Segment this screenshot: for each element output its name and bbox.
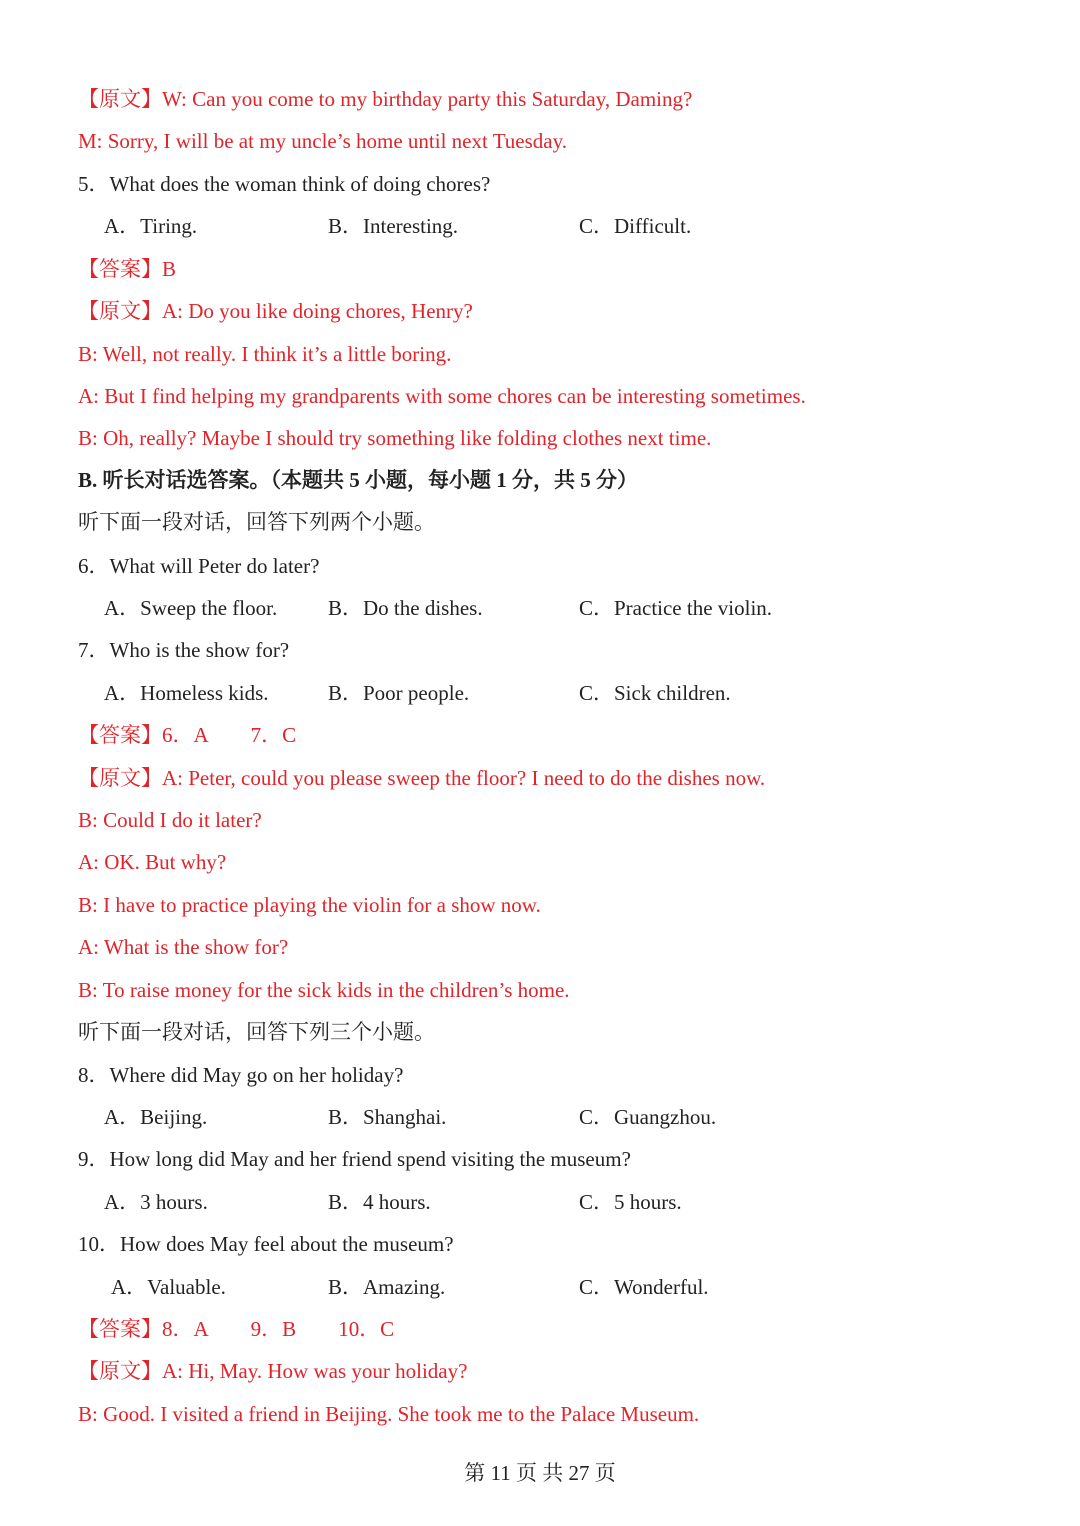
page-footer: 第 11 页 共 27 页: [464, 1461, 616, 1485]
transcript-line: B: To raise money for the sick kids in the children’s home.: [78, 978, 570, 1002]
option-a: A．Beijing.: [104, 1105, 208, 1129]
question-6: 6．What will Peter do later?: [78, 554, 320, 578]
option-b: B．4 hours.: [328, 1190, 431, 1214]
dialogue-intro: 听下面一段对话，回答下列两个小题。: [78, 510, 435, 534]
question-8: 8．Where did May go on her holiday?: [78, 1063, 404, 1087]
option-c: C．Guangzhou.: [579, 1105, 717, 1129]
option-a: A．Tiring.: [104, 214, 198, 238]
option-c: C．Wonderful.: [579, 1275, 709, 1299]
answer-label: [78, 1314, 394, 1344]
option-c: C．Practice the violin.: [579, 596, 773, 620]
option-b: B．Shanghai.: [328, 1105, 447, 1129]
transcript-line: A: What is the show for?: [78, 935, 289, 959]
option-a: A．3 hours.: [104, 1190, 208, 1214]
question-5: 5．What does the woman think of doing chores?: [78, 172, 491, 196]
answer-6: 【答案】6．A: [78, 723, 209, 747]
section-heading: B. 听长对话选答案。（本题共 5 小题，每小题 1 分，共 5 分）: [78, 468, 639, 492]
answer-8: 【答案】8．A: [78, 1317, 209, 1341]
transcript-line: A: OK. But why?: [78, 850, 227, 874]
question-10: 10．How does May feel about the museum?: [78, 1232, 454, 1256]
transcript-line: B: Could I do it later?: [78, 808, 262, 832]
option-c: C．5 hours.: [579, 1190, 682, 1214]
option-b: B．Do the dishes.: [328, 596, 483, 620]
option-b: B．Poor people.: [328, 681, 470, 705]
transcript-line: M: Sorry, I will be at my uncle’s home until next Tuesday.: [78, 129, 567, 153]
transcript-line: 【原文】A: Peter, could you please sweep the floor? I need to do the dishes now.: [78, 766, 766, 790]
option-c: C．Sick children.: [579, 681, 731, 705]
answer-10: 10．C: [338, 1317, 395, 1341]
answer-label: [78, 720, 296, 750]
option-c: C．Difficult.: [579, 214, 692, 238]
transcript-line: B: Oh, really? Maybe I should try something like folding clothes next time.: [78, 426, 712, 450]
question-7: 7．Who is the show for?: [78, 638, 290, 662]
transcript-line: 【原文】A: Hi, May. How was your holiday?: [78, 1359, 468, 1383]
dialogue-intro: 听下面一段对话，回答下列三个小题。: [78, 1020, 435, 1044]
question-9: 9．How long did May and her friend spend visiting the museum?: [78, 1147, 631, 1171]
option-a: A．Sweep the floor.: [104, 596, 278, 620]
transcript-line: B: Good. I visited a friend in Beijing. She took me to the Palace Museum.: [78, 1402, 700, 1426]
answer-label: 【答案】B: [78, 257, 177, 281]
answer-7: 7．C: [250, 723, 297, 747]
option-a: A．Valuable.: [111, 1275, 226, 1299]
answer-9: 9．B: [250, 1317, 297, 1341]
transcript-line: 【原文】W: Can you come to my birthday party this Saturday, Daming?: [78, 87, 693, 111]
transcript-line: B: I have to practice playing the violin for a show now.: [78, 893, 541, 917]
transcript-line: 【原文】A: Do you like doing chores, Henry?: [78, 299, 473, 323]
option-b: B．Amazing.: [328, 1275, 446, 1299]
option-b: B．Interesting.: [328, 214, 459, 238]
transcript-line: A: But I find helping my grandparents with some chores can be interesting sometimes.: [78, 384, 806, 408]
transcript-line: B: Well, not really. I think it’s a little boring.: [78, 342, 452, 366]
option-a: A．Homeless kids.: [104, 681, 269, 705]
